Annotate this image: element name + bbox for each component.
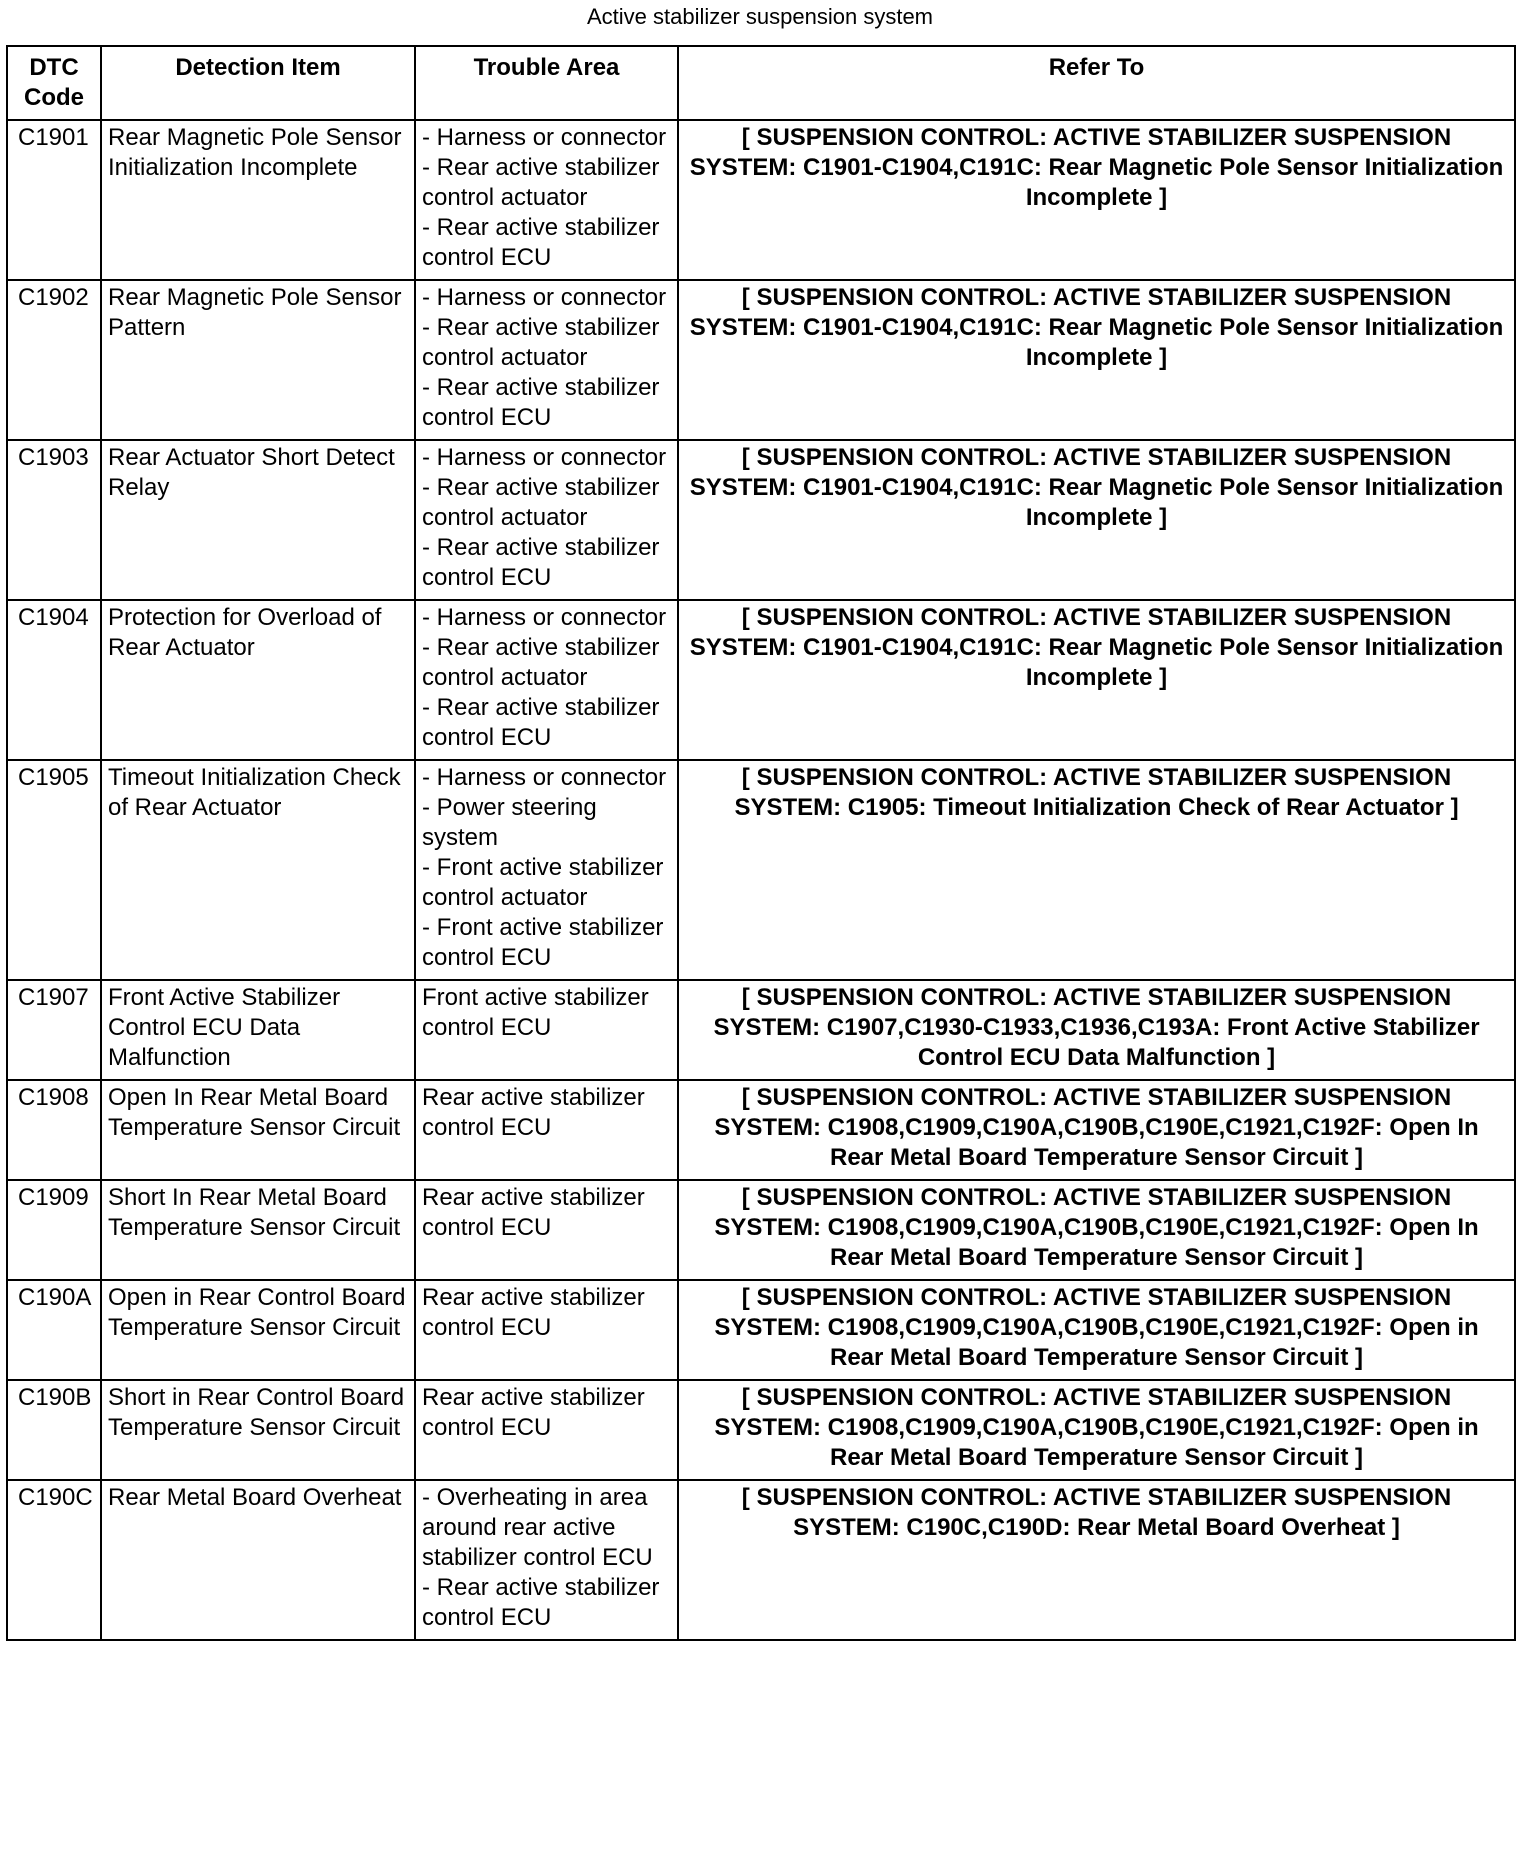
refer-to-link[interactable]: [ SUSPENSION CONTROL: ACTIVE STABILIZER SUSPENSION SYSTEM: C1901-C1904,C191C: Rear Magnetic Pole Sensor Initialization Incomplete ] — [678, 440, 1515, 600]
trouble-area-cell — [415, 1180, 678, 1280]
trouble-area-line: - Rear active stabilizer control ECU — [422, 1574, 660, 1631]
trouble-area-line: - Rear active stabilizer control actuator — [422, 634, 660, 691]
table-row — [7, 120, 1515, 280]
trouble-area-line: - Power steering system — [422, 794, 597, 851]
table-row — [7, 760, 1515, 980]
dtc-code-cell: C1907 — [7, 980, 101, 1080]
trouble-area-line: - Front active stabilizer control actuator — [422, 854, 664, 911]
trouble-area-cell — [415, 1380, 678, 1480]
trouble-area-line: Rear active stabilizer control ECU — [422, 1184, 645, 1241]
dtc-code-cell: C1905 — [7, 760, 101, 980]
detection-item-cell: Open In Rear Metal Board Temperature Sensor Circuit — [101, 1080, 415, 1180]
trouble-area-cell — [415, 280, 678, 440]
dtc-code-cell: C1909 — [7, 1180, 101, 1280]
table-header-row — [7, 46, 1515, 120]
table-row — [7, 440, 1515, 600]
trouble-area-line: - Harness or connector — [422, 444, 667, 471]
trouble-area-line: - Rear active stabilizer control ECU — [422, 214, 660, 271]
trouble-area-line: - Harness or connector — [422, 604, 667, 631]
trouble-area-line: - Rear active stabilizer control ECU — [422, 694, 660, 751]
dtc-table — [6, 45, 1516, 1641]
trouble-area-cell — [415, 1280, 678, 1380]
dtc-code-cell: C1901 — [7, 120, 101, 280]
detection-item-cell: Front Active Stabilizer Control ECU Data Malfunction — [101, 980, 415, 1080]
dtc-code-cell: C190C — [7, 1480, 101, 1640]
refer-to-link[interactable]: [ SUSPENSION CONTROL: ACTIVE STABILIZER SUSPENSION SYSTEM: C1908,C1909,C190A,C190B,C190E,C1921,C192F: Open In Rear Metal Board Temperature Sensor Circuit ] — [678, 1080, 1515, 1180]
trouble-area-cell — [415, 440, 678, 600]
dtc-code-cell: C1902 — [7, 280, 101, 440]
refer-to-link[interactable]: [ SUSPENSION CONTROL: ACTIVE STABILIZER SUSPENSION SYSTEM: C1901-C1904,C191C: Rear Magnetic Pole Sensor Initialization Incomplete ] — [678, 120, 1515, 280]
trouble-area-line: - Rear active stabilizer control actuator — [422, 474, 660, 531]
trouble-area-line: - Harness or connector — [422, 124, 667, 151]
trouble-area-line: - Rear active stabilizer control actuator — [422, 154, 660, 211]
table-row — [7, 1080, 1515, 1180]
table-row — [7, 280, 1515, 440]
refer-to-link[interactable]: [ SUSPENSION CONTROL: ACTIVE STABILIZER SUSPENSION SYSTEM: C1908,C1909,C190A,C190B,C190E,C1921,C192F: Open in Rear Metal Board Temperature Sensor Circuit ] — [678, 1380, 1515, 1480]
table-caption: Active stabilizer suspension system — [586, 4, 934, 29]
dtc-code-cell: C1908 — [7, 1080, 101, 1180]
table-row — [7, 1180, 1515, 1280]
refer-to-link[interactable]: [ SUSPENSION CONTROL: ACTIVE STABILIZER SUSPENSION SYSTEM: C1905: Timeout Initialization Check of Rear Actuator ] — [678, 760, 1515, 980]
detection-item-cell: Short in Rear Control Board Temperature Sensor Circuit — [101, 1380, 415, 1480]
trouble-area-line: - Rear active stabilizer control ECU — [422, 534, 660, 591]
trouble-area-line: - Overheating in area around rear active stabilizer control ECU — [422, 1484, 653, 1571]
header-detection-item: Detection Item — [101, 46, 415, 120]
refer-to-link[interactable]: [ SUSPENSION CONTROL: ACTIVE STABILIZER SUSPENSION SYSTEM: C1907,C1930-C1933,C1936,C193A: Front Active Stabilizer Control ECU Data Malfunction ] — [678, 980, 1515, 1080]
header-trouble-area: Trouble Area — [415, 46, 678, 120]
trouble-area-cell — [415, 1480, 678, 1640]
trouble-area-cell — [415, 120, 678, 280]
trouble-area-cell — [415, 760, 678, 980]
trouble-area-line: - Harness or connector — [422, 284, 667, 311]
refer-to-link[interactable]: [ SUSPENSION CONTROL: ACTIVE STABILIZER SUSPENSION SYSTEM: C1901-C1904,C191C: Rear Magnetic Pole Sensor Initialization Incomplete ] — [678, 600, 1515, 760]
trouble-area-line: - Rear active stabilizer control actuator — [422, 314, 660, 371]
dtc-code-cell: C1903 — [7, 440, 101, 600]
detection-item-cell: Rear Magnetic Pole Sensor Pattern — [101, 280, 415, 440]
trouble-area-line: - Harness or connector — [422, 764, 667, 791]
table-row — [7, 600, 1515, 760]
dtc-code-cell: C190A — [7, 1280, 101, 1380]
table-row — [7, 1380, 1515, 1480]
trouble-area-line: - Rear active stabilizer control ECU — [422, 374, 660, 431]
detection-item-cell: Rear Magnetic Pole Sensor Initialization Incomplete — [101, 120, 415, 280]
refer-to-link[interactable]: [ SUSPENSION CONTROL: ACTIVE STABILIZER SUSPENSION SYSTEM: C190C,C190D: Rear Metal Board Overheat ] — [678, 1480, 1515, 1640]
trouble-area-line: Rear active stabilizer control ECU — [422, 1084, 645, 1141]
table-row — [7, 1480, 1515, 1640]
detection-item-cell: Short In Rear Metal Board Temperature Sensor Circuit — [101, 1180, 415, 1280]
detection-item-cell: Rear Actuator Short Detect Relay — [101, 440, 415, 600]
trouble-area-line: Rear active stabilizer control ECU — [422, 1284, 645, 1341]
detection-item-cell: Protection for Overload of Rear Actuator — [101, 600, 415, 760]
detection-item-cell: Timeout Initialization Check of Rear Actuator — [101, 760, 415, 980]
dtc-code-cell: C1904 — [7, 600, 101, 760]
refer-to-link[interactable]: [ SUSPENSION CONTROL: ACTIVE STABILIZER SUSPENSION SYSTEM: C1908,C1909,C190A,C190B,C190E,C1921,C192F: Open In Rear Metal Board Temperature Sensor Circuit ] — [678, 1180, 1515, 1280]
detection-item-cell: Rear Metal Board Overheat — [101, 1480, 415, 1640]
header-refer-to: Refer To — [678, 46, 1515, 120]
table-row — [7, 980, 1515, 1080]
trouble-area-line: - Front active stabilizer control ECU — [422, 914, 664, 971]
trouble-area-line: Front active stabilizer control ECU — [422, 984, 649, 1041]
trouble-area-cell — [415, 1080, 678, 1180]
header-dtc-code: DTC Code — [7, 46, 101, 120]
trouble-area-line: Rear active stabilizer control ECU — [422, 1384, 645, 1441]
refer-to-link[interactable]: [ SUSPENSION CONTROL: ACTIVE STABILIZER SUSPENSION SYSTEM: C1901-C1904,C191C: Rear Magnetic Pole Sensor Initialization Incomplete ] — [678, 280, 1515, 440]
trouble-area-cell — [415, 600, 678, 760]
detection-item-cell: Open in Rear Control Board Temperature Sensor Circuit — [101, 1280, 415, 1380]
dtc-code-cell: C190B — [7, 1380, 101, 1480]
refer-to-link[interactable]: [ SUSPENSION CONTROL: ACTIVE STABILIZER SUSPENSION SYSTEM: C1908,C1909,C190A,C190B,C190E,C1921,C192F: Open in Rear Metal Board Temperature Sensor Circuit ] — [678, 1280, 1515, 1380]
trouble-area-cell — [415, 980, 678, 1080]
table-row — [7, 1280, 1515, 1380]
